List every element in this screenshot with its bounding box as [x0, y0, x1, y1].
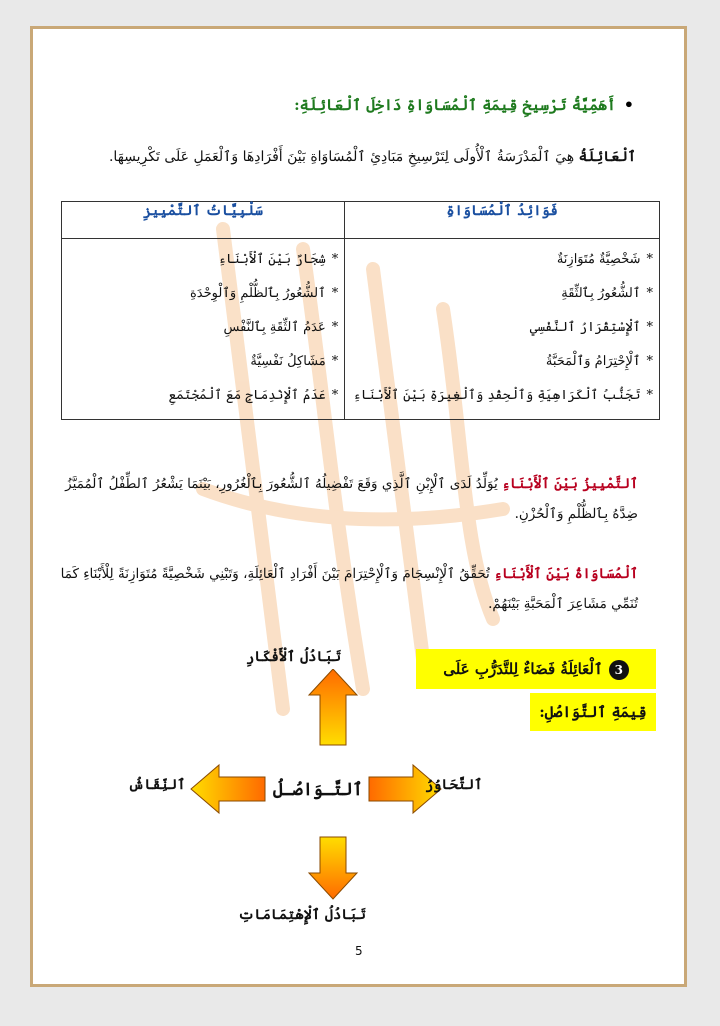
intro-paragraph: [46, 149, 636, 165]
paragraph-text: تُحَقِّقُ ٱلْإِنْسِجَامَ وَٱلْإِحْتِرَامَ بَيْنَ أَفْرَادِ ٱلْعَائِلَةِ، وَتَبْنِي شَخْصِيَّةً مُتَوَازِنَةً لِلْأَبْنَاءِ كَمَا تُنَمِّي مَشَاعِرَ ٱلْمَحَبَّةِ بَيْنَهُمْ.: [60, 566, 638, 612]
benefits-header: فَوَائِدُ ٱلْمُسَاوَاةِ: [345, 202, 660, 239]
star-icon: *: [331, 388, 339, 403]
comparison-table: [61, 201, 660, 420]
star-icon: *: [331, 320, 339, 335]
list-item: *ٱلشُّعُورُ بِٱلظُّلْمِ وَٱلْوِحْدَةِ: [189, 286, 339, 301]
list-item: *ٱلْإِسْتِقْرَارُ ٱلنَّفْسِي: [529, 320, 653, 335]
arrow-left-icon: [191, 765, 265, 813]
heading-text: أَهَمِّيَّةُ تَرْسِيخِ قِيمَةِ ٱلْمُسَاوَاةِ دَاخِلَ ٱلْعَائِلَةِ:: [294, 96, 616, 114]
diagram-right-label: ٱلتَّحَاوُرُ: [425, 777, 483, 793]
list-item: *ٱلْإِحْتِرَامُ وَٱلْمَحَبَّةُ: [545, 354, 653, 369]
page-number: 5: [355, 944, 363, 958]
equality-paragraph: [42, 559, 638, 619]
list-item: *عَدَمُ ٱلثِّقَةِ بِٱلنَّفْسِ: [223, 320, 339, 335]
bullet-icon: •: [623, 95, 634, 114]
star-icon: *: [646, 388, 653, 403]
drawbacks-header: سَلْبِيَّاتُ ٱلتَّمْيِيزِ: [62, 202, 345, 239]
list-item: *مَشَاكِلُ نَفْسِيَّةٌ: [250, 354, 339, 369]
star-icon: *: [331, 286, 339, 301]
star-icon: *: [646, 286, 653, 301]
intro-text: هِيَ ٱلْمَدْرَسَةُ ٱلْأُولَى لِتَرْسِيخِ مَبَادِئِ ٱلْمُسَاوَاةِ بَيْنَ أَفْرَادِهَا وَٱلْعَمَلِ عَلَى تَكْرِيسِهَا.: [108, 149, 575, 165]
diagram-center-label: ٱلتَّـوَاصُـلُ: [273, 780, 363, 800]
section3-title-line2: قِيمَةِ ٱلتَّوَاصُلِ:: [530, 693, 656, 731]
section-number-badge: 3: [609, 660, 629, 680]
diagram-bottom-label: تَبَادُلُ ٱلْإِهْتِمَامَاتِ: [238, 907, 366, 923]
list-item: *عَدَمُ ٱلْإِنْدِمَاجِ مَعَ ٱلْمُجْتَمَعِ: [168, 388, 339, 403]
star-icon: *: [646, 354, 653, 369]
benefits-column: [345, 239, 660, 420]
arrow-up-icon: [309, 669, 357, 745]
list-item: *شِجَارٌ بَيْنَ ٱلْأَبْنَاءِ: [218, 252, 339, 267]
diagram-top-label: تَبَادُلُ ٱلْأَفْكَارِ: [246, 649, 342, 665]
paragraph-lead: ٱلْمُسَاوَاةُ بَيْنَ ٱلْأَبْنَاءِ: [494, 566, 638, 582]
drawbacks-column: [62, 239, 345, 420]
discrimination-paragraph: [42, 469, 638, 529]
star-icon: *: [331, 252, 339, 267]
list-item: *ٱلشُّعُورُ بِٱلثِّقَةِ: [561, 286, 653, 301]
diagram-left-label: ٱلنِّقَاشُ: [128, 777, 186, 793]
paragraph-lead: ٱلتَّمْيِيزُ بَيْنَ ٱلْأَبْنَاءِ: [502, 476, 638, 492]
list-item: *تَجَنُّبُ ٱلْكَرَاهِيَةِ وَٱلْحِقْدِ وَٱلْغِيرَةِ بَيْنَ ٱلْأَبْنَاءِ: [353, 388, 653, 403]
document-page: [30, 26, 687, 987]
section-heading: [74, 95, 634, 114]
star-icon: *: [646, 252, 653, 267]
section3-title-line1: 3ٱلْعَائِلَةُ فَضَاءٌ لِلتَّدَرُّبِ عَلَى: [416, 649, 656, 689]
intro-subject: ٱلْعَائِلَةُ: [578, 149, 636, 165]
star-icon: *: [646, 320, 653, 335]
arrow-down-icon: [309, 837, 357, 899]
star-icon: *: [331, 354, 339, 369]
list-item: *شَخْصِيَّةٌ مُتَوَازِنَةٌ: [556, 252, 653, 267]
paragraph-text: يُوَلِّدُ لَدَى ٱلْإِبْنِ ٱلَّذِي وَقَعَ تَفْضِيلُهُ ٱلشُّعُورَ بِٱلْغُرُورِ، بَيْنَمَا يَشْعُرُ ٱلطِّفْلُ ٱلْمُمَيَّزُ ضِدَّهُ بِٱلظُّلْمِ وَٱلْحُزْنِ.: [65, 476, 638, 522]
